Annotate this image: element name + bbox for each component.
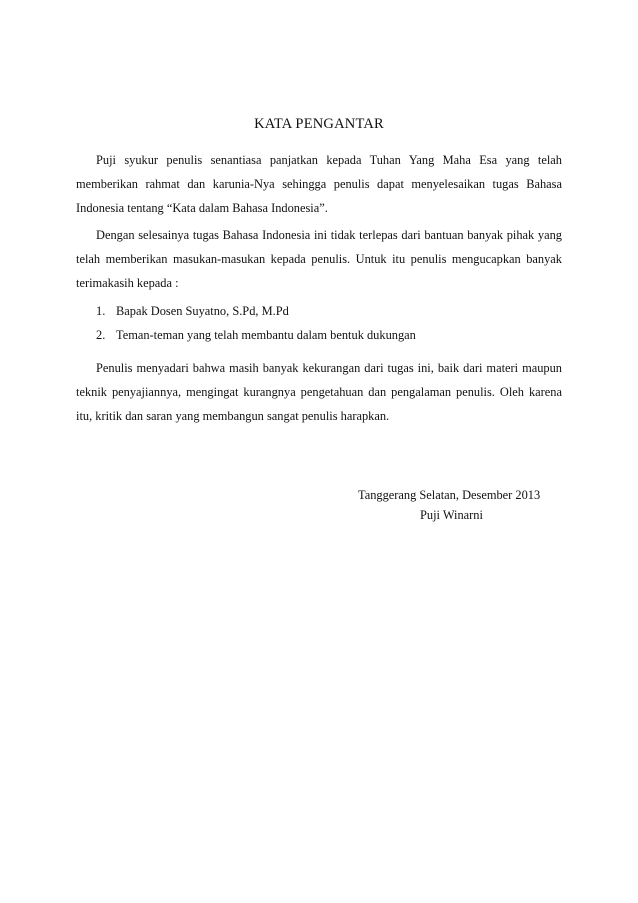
list-text: Bapak Dosen Suyatno, S.Pd, M.Pd [116,304,289,318]
signature-block [358,485,578,525]
list-number: 1. [96,304,106,318]
thanks-list [96,299,556,347]
list-text: Teman-teman yang telah membantu dalam bentuk dukungan [116,328,416,342]
paragraph-opening: Puji syukur penulis senantiasa panjatkan kepada Tuhan Yang Maha Esa yang telah memberikan rahmat dan karunia-Nya sehingga penulis dapat menyelesaikan tugas Bahasa Indonesia tentang “Kata dalam Bahasa Indonesia”. [76,153,562,215]
list-item [96,323,556,347]
list-item [96,299,556,323]
paragraph-closing: Penulis menyadari bahwa masih banyak kekurangan dari tugas ini, baik dari materi maupun teknik penyajiannya, mengingat kurangnya pengetahuan dan pengalaman penulis. Oleh karena itu, kritik dan saran yang membangun sangat penulis harapkan. [76,361,562,423]
signature-place-date: Tanggerang Selatan, Desember 2013 [358,488,541,502]
list-number: 2. [96,328,106,342]
page-title: KATA PENGANTAR [254,116,384,132]
signature-name: Puji Winarni [420,508,483,522]
paragraph-acknowledgement: Dengan selesainya tugas Bahasa Indonesia ini tidak terlepas dari bantuan banyak pihak yang telah memberikan masukan-masukan kepada penulis. Untuk itu penulis mengucapkan banyak terimakasih kepada : [76,228,562,290]
